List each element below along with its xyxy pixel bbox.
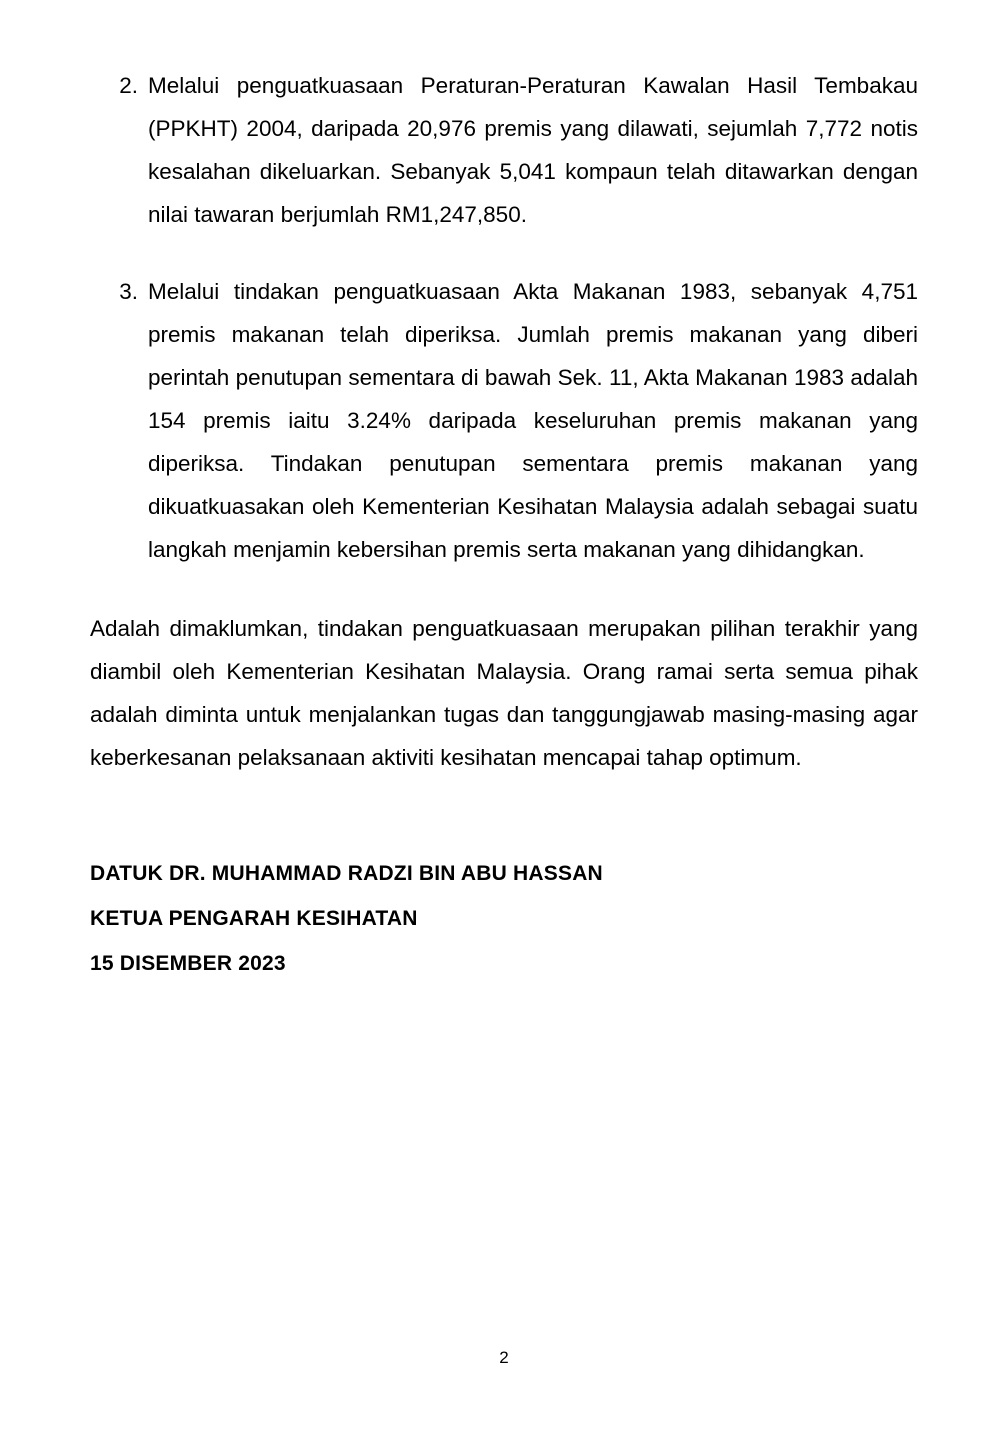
list-item-text: Melalui penguatkuasaan Peraturan-Peraturan Kawalan Hasil Tembakau (PPKHT) 2004, daripada 20,976 premis yang dilawati, sejumlah 7,772 notis kesalahan dikeluarkan. Sebanyak 5,041 kompaun telah ditawarkan dengan nilai tawaran berjumlah RM1,247,850. [148, 73, 918, 227]
list-item-number: 3. [119, 279, 138, 304]
signature-date: 15 DISEMBER 2023 [90, 952, 286, 975]
list-item [90, 270, 918, 571]
signatory-name: DATUK DR. MUHAMMAD RADZI BIN ABU HASSAN [90, 862, 603, 885]
page-number: 2 [499, 1348, 509, 1367]
list-item [90, 64, 918, 236]
signatory-title: KETUA PENGARAH KESIHATAN [90, 907, 418, 930]
signature-block [90, 851, 918, 986]
list-item-number: 2. [119, 73, 138, 98]
closing-paragraph: Adalah dimaklumkan, tindakan penguatkuasaan merupakan pilihan terakhir yang diambil oleh Kementerian Kesihatan Malaysia. Orang ramai serta semua pihak adalah diminta untuk menjalankan tugas dan tanggungjawab masing-masing agar keberkesanan pelaksanaan aktiviti kesihatan mencapai tahap optimum. [90, 616, 918, 770]
list-item-text: Melalui tindakan penguatkuasaan Akta Makanan 1983, sebanyak 4,751 premis makanan telah diperiksa. Jumlah premis makanan yang diberi perintah penutupan sementara di bawah Sek. 11, Akta Makanan 1983 adalah 154 premis iaitu 3.24% daripada keseluruhan premis makanan yang diperiksa. Tindakan penutupan sementara premis makanan yang dikuatkuasakan oleh Kementerian Kesihatan Malaysia adalah sebagai suatu langkah menjamin kebersihan premis serta makanan yang dihidangkan. [148, 279, 918, 562]
